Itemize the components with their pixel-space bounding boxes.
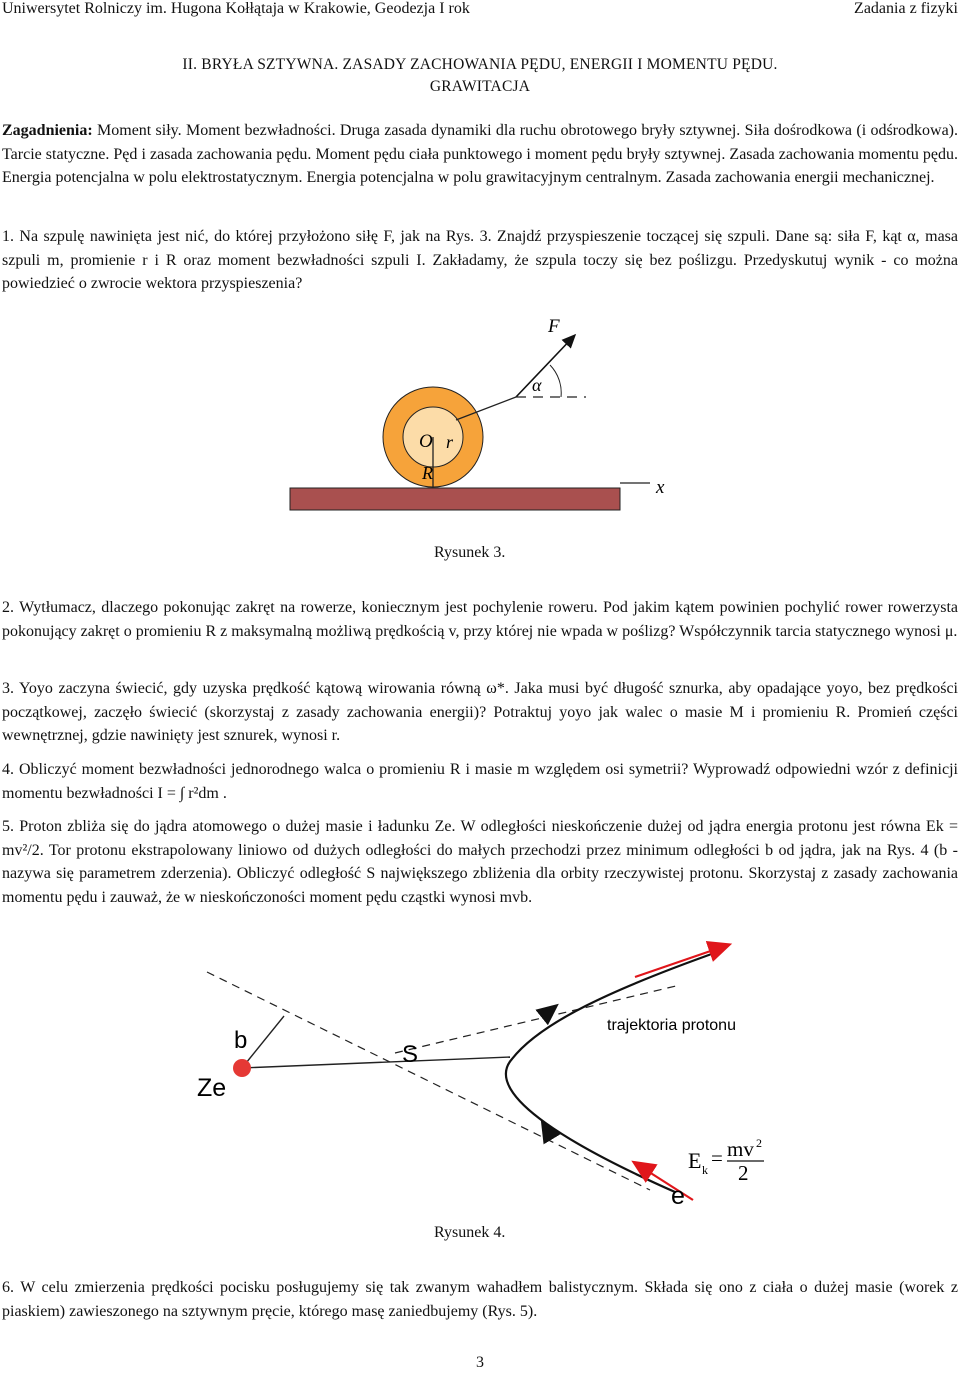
label-R: R: [422, 463, 433, 483]
section-title-line1: II. BRYŁA SZTYWNA. ZASADY ZACHOWANIA PĘDU, ENERGII I MOMENTU PĘDU.: [182, 56, 778, 73]
problem-4: 4. Obliczyć moment bezwładności jednorodnego walca o promieniu R i masie m względem osi symetrii? Wyprowadź odpowiedni wzór z definicji momentu bezwładności I = ∫ r²dm .: [2, 761, 958, 802]
energy-formula: [688, 1136, 764, 1185]
impact-line: [242, 1016, 284, 1068]
problem-3: 3. Yoyo zaczyna świecić, gdy uzyska prędkość kątową wirowania równą ω*. Jaka musi być długość sznurka, aby opadające yoyo, bez prędkości początkowej, zaczęło świecić (skorzystaj z zasady zachowania energii)? Potraktuj yoyo jak walec o masie M i promieniu R. Promień części wewnętrznej, gdzie nawinięty jest sznurek, wynosi r.: [2, 680, 958, 744]
energy-den: 2: [738, 1161, 749, 1185]
ground-bar: [290, 488, 620, 510]
angle-arc: [550, 365, 561, 397]
label-e: e: [671, 1182, 685, 1210]
section-title: [0, 54, 960, 98]
label-S: S: [402, 1041, 419, 1068]
velocity-arrow-out: [635, 945, 728, 977]
topics-paragraph: [2, 119, 958, 190]
label-F: F: [548, 316, 560, 337]
distance-line: [242, 1057, 510, 1068]
problem-1: 1. Na szpulę nawinięta jest nić, do której przyłożono siłę F, jak na Rys. 3. Znajdź przyspieszenie toczącej się szpuli. Dane są: siła F, kąt α, masa szpuli m, promienie r i R oraz moment bezwładności szpuli I. Zakładamy, że szpula toczy się bez poślizgu. Przedyskutuj wynik - co można powiedzieć o zwrocie wektora przyspieszenia?: [2, 228, 958, 292]
topics-label: Zagadnienia:: [2, 122, 93, 139]
label-x: x: [656, 477, 665, 498]
figure-4-scattering: [180, 935, 820, 1210]
label-trajectory: trajektoria protonu: [607, 1017, 736, 1034]
energy-equals: =: [711, 1146, 723, 1170]
label-b: b: [234, 1027, 248, 1054]
topics-text: Moment siły. Moment bezwładności. Druga zasada dynamiki dla ruchu obrotowego bryły sztywnej. Siła dośrodkowa (i odśrodkowa). Tarcie statyczne. Pęd i zasada zachowania pędu. Moment pędu ciała punktowego i moment pędu bryły sztywnej. Zasada zachowania momentu pędu. Energia potencjalna w polu elektrostatycznym. Energia potencjalna w polu grawitacyjnym centralnym. Zasada zachowania energii mechanicznej.: [2, 122, 958, 186]
header-subject: Zadania z fizyki: [854, 0, 958, 17]
label-r: r: [446, 432, 454, 452]
energy-mv: mv: [727, 1137, 754, 1161]
label-Ze: Ze: [197, 1074, 227, 1102]
section-title-line2: GRAWITACJA: [429, 78, 531, 95]
label-O: O: [419, 431, 433, 452]
energy-k: k: [702, 1163, 708, 1177]
header-university: Uniwersytet Rolniczy im. Hugona Kołłątaja w Krakowie, Geodezja I rok: [2, 0, 470, 17]
figure-4-caption: Rysunek 4.: [434, 1224, 506, 1241]
force-arrow: [516, 335, 575, 397]
page-number: 3: [476, 1354, 484, 1371]
problem-6: 6. W celu zmierzenia prędkości pocisku posługujemy się tak zwanym wahadłem balistycznym. Składa się ono z ciała o dużej masie (worek z piaskiem) zawieszonego na sztywnym pręcie, którego masę zaniedbujemy (Rys. 5).: [2, 1279, 958, 1320]
energy-exp: 2: [756, 1136, 762, 1150]
nucleus: [233, 1059, 251, 1077]
asymptote-lower: [207, 972, 650, 1190]
energy-E: E: [688, 1148, 702, 1173]
problem-2: 2. Wytłumacz, dlaczego pokonując zakręt na rowerze, koniecznym jest pochylenie roweru. Pod jakim kątem powinien pochylić rower rowerzysta pokonujący zakręt o promieniu R z maksymalną możliwą prędkością v, przy której nie wpada w poślizg? Współczynnik tarcia statycznego wynosi μ.: [2, 599, 958, 640]
page-header: [0, 0, 960, 20]
label-alpha: α: [532, 375, 542, 395]
figure-3-caption: Rysunek 3.: [434, 544, 506, 561]
problem-5: 5. Proton zbliża się do jądra atomowego o dużej masie i ładunku Ze. W odległości nieskończenie dużej od jądra energia protonu jest równa Ek = mv²/2. Tor protonu ekstrapolowany liniowo od dużych odległości do małych przechodzi przez minimum odległości b od jądra, jak na Rys. 4 (b - nazywa się parametrem zderzenia). Obliczyć odległość S największego zbliżenia dla orbity rzeczywistej protonu. Skorzystaj z zasady zachowania momentu pędu i zauważ, że w nieskończoności moment pędu cząstki wynosi mvb.: [2, 818, 958, 906]
figure-3-spool: [280, 300, 700, 532]
